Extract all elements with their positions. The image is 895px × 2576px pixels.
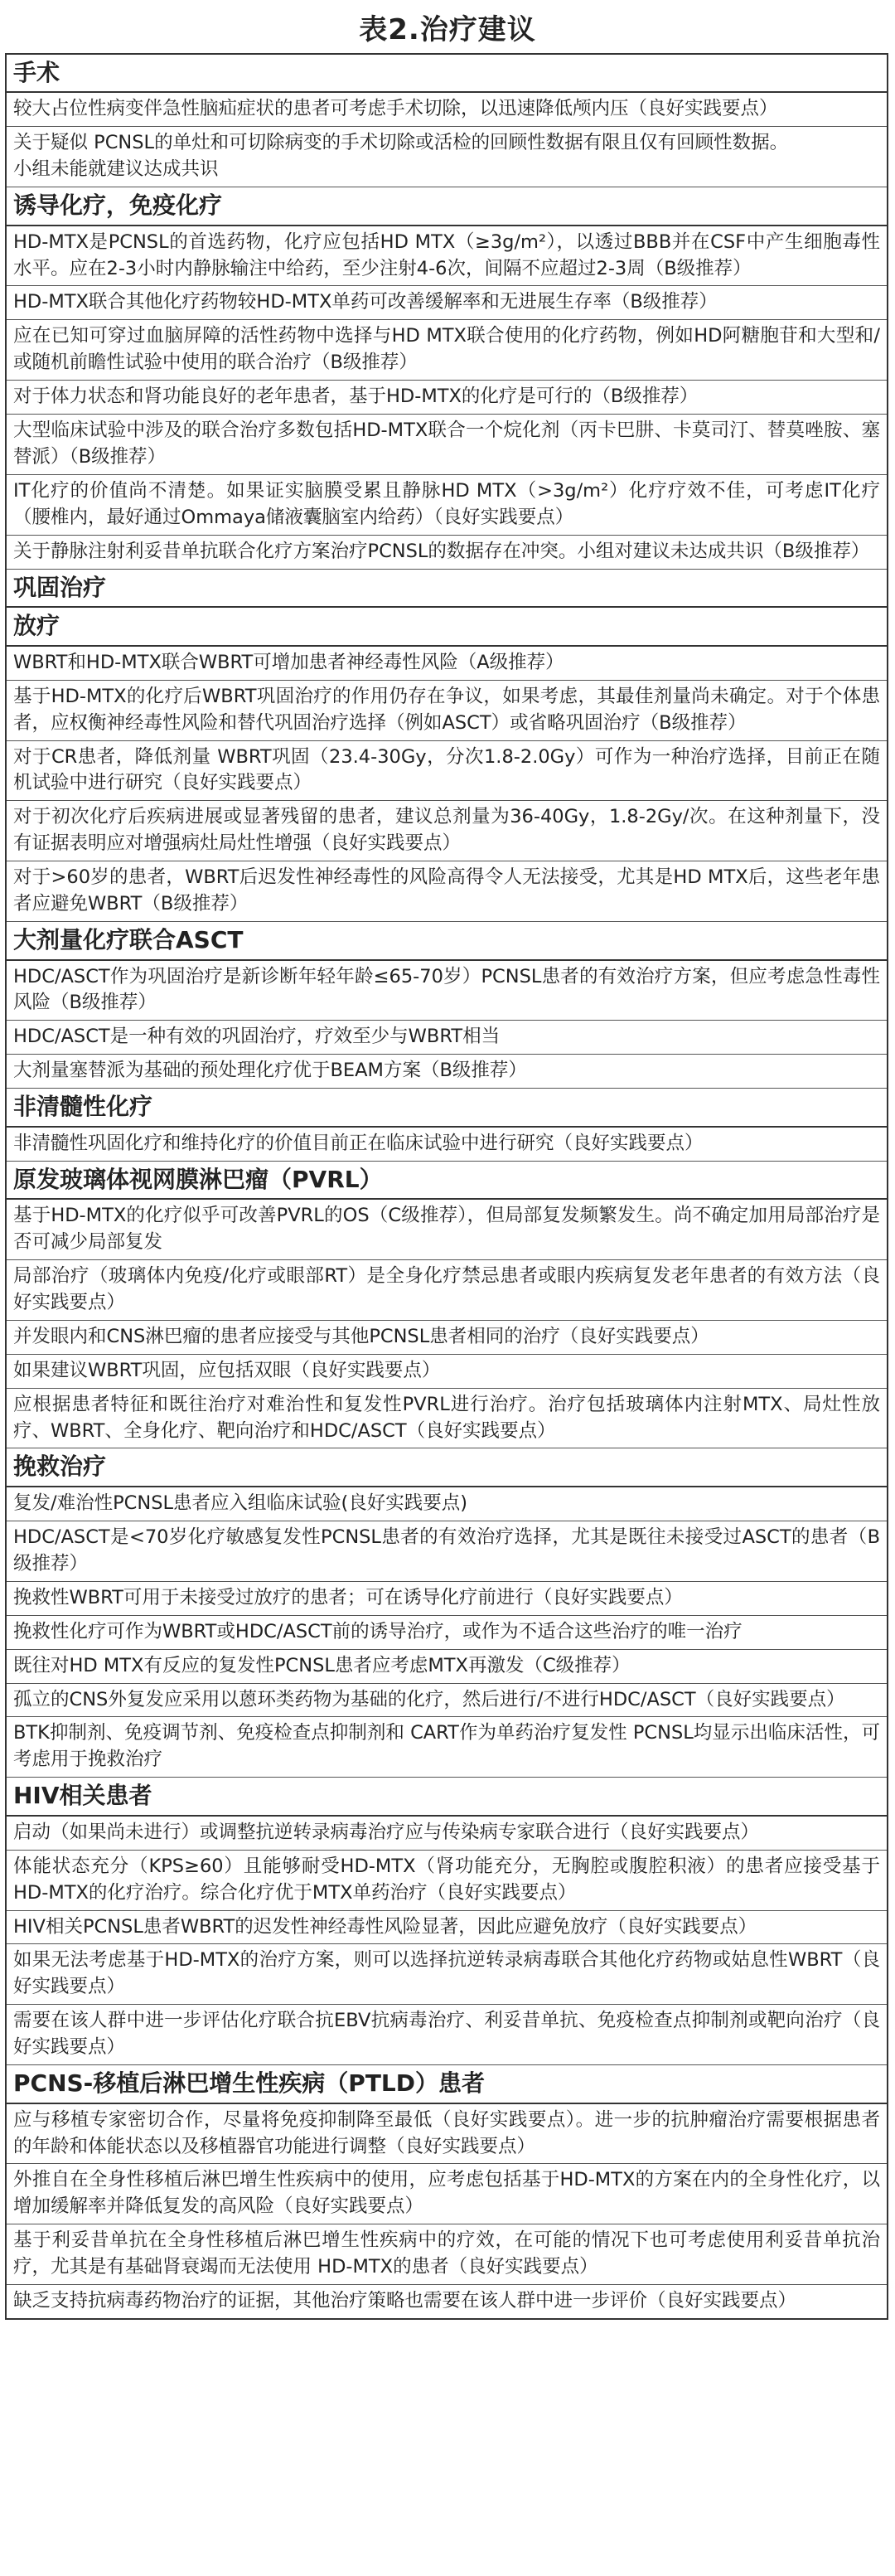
recommendations-table [5,53,888,2320]
recommendation-text: BTK抑制剂、免疫调节剂、免疫检查点抑制剂和 CART作为单药治疗复发性 PCNSL均显示出临床活性，可考虑用于挽救治疗 [13,1722,880,1771]
recommendation-text: 挽救性WBRT可用于未接受过放疗的患者；可在诱导化疗前进行（良好实践要点） [13,1586,683,1608]
recommendation-text: 对于CR患者，降低剂量 WBRT巩固（23.4-30Gy，分次1.8-2.0Gy）可作为一种治疗选择，目前正在随机试验中进行研究（良好实践要点） [13,745,880,794]
table-row [7,1487,887,1521]
recommendation-text: HIV相关PCNSL患者WBRT的迟发性神经毒性风险显著，因此应避免放疗（良好实践要点） [13,1915,757,1938]
table-row [7,381,887,415]
recommendation-text: 并发眼内和CNS淋巴瘤的患者应接受与其他PCNSL患者相同的治疗（良好实践要点） [13,1325,709,1347]
recommendation-text: HDC/ASCT是一种有效的巩固治疗，疗效至少与WBRT相当 [13,1026,501,1048]
table-row [7,1684,887,1718]
recommendation-text: 基于利妥昔单抗在全身性移植后淋巴增生性疾病中的疗效，在可能的情况下也可考虑使用利妥昔单抗治疗，尤其是有基础肾衰竭而无法使用 HD-MTX的患者（良好实践要点） [13,2229,880,2278]
table-row [7,2104,887,2165]
section-heading: 挽救治疗 [7,1448,887,1487]
table-row [7,1321,887,1355]
table-row [7,475,887,536]
table-title: 表2.治疗建议 [359,12,536,46]
recommendation-text: 体能状态充分（KPS≥60）且能够耐受HD-MTX（肾功能充分，无胸腔或腹腔积液）的患者应接受基于HD-MTX的化疗治疗。综合化疗优于MTX单药治疗（良好实践要点） [13,1855,880,1904]
table-row [7,647,887,681]
table-row [7,1055,887,1089]
recommendation-text: HDC/ASCT作为巩固治疗是新诊断年轻年龄≤65-70岁）PCNSL患者的有效治疗方案，但应考虑急性毒性风险（B级推荐） [13,965,880,1014]
table-row [7,1021,887,1055]
table-row [7,801,887,861]
recommendation-text: 对于>60岁的患者，WBRT后迟发性神经毒性的风险高得令人无法接受，尤其是HD MTX后，这些老年患者应避免WBRT（B级推荐） [13,866,880,915]
section-heading: 诱导化疗，免疫化疗 [7,187,887,226]
recommendation-text: 如果无法考虑基于HD-MTX的治疗方案，则可以选择抗逆转录病毒联合其他化疗药物或姑息性WBRT（良好实践要点） [13,1949,880,1998]
table-row [7,1817,887,1851]
table-row [7,1650,887,1684]
table-row [7,1521,887,1582]
table-row [7,681,887,741]
table-row [7,1717,887,1778]
table-row [7,861,887,922]
section-heading: 非清髓性化疗 [7,1089,887,1127]
recommendation-text: 局部治疗（玻璃体内免疫/化疗或眼部RT）是全身化疗禁忌患者或眼内疾病复发老年患者的有效方法（良好实践要点） [13,1264,880,1313]
recommendation-text: 关于疑似 PCNSL的单灶和可切除病变的手术切除或活检的回顾性数据有限且仅有回顾性数据。 [13,132,789,154]
table-row [7,2285,887,2318]
recommendation-text: 如果建议WBRT巩固，应包括双眼（良好实践要点） [13,1359,441,1381]
recommendation-text: HD-MTX联合其他化疗药物较HD-MTX单药可改善缓解率和无进展生存率（B级推荐） [13,291,718,313]
recommendation-text: 缺乏支持抗病毒药物治疗的证据，其他治疗策略也需要在该人群中进一步评价（良好实践要点） [13,2290,797,2312]
recommendation-text: 外推自在全身性移植后淋巴增生性疾病中的使用，应考虑包括基于HD-MTX的方案在内的全身性化疗，以增加缓解率并降低复发的高风险（良好实践要点） [13,2169,880,2218]
recommendation-text: 应在已知可穿过血脑屏障的活性药物中选择与HD MTX联合使用的化疗药物，例如HD阿糖胞苷和大型和/或随机前瞻性试验中使用的联合治疗（B级推荐） [13,325,880,374]
table-row [7,1355,887,1389]
recommendation-text: 需要在该人群中进一步评估化疗联合抗EBV抗病毒治疗、利妥昔单抗、免疫检查点抑制剂或靶向治疗（良好实践要点） [13,2010,880,2059]
recommendation-text: HDC/ASCT是<70岁化疗敏感复发性PCNSL患者的有效治疗选择，尤其是既往未接受过ASCT的患者（B级推荐） [13,1526,880,1574]
table-row [7,2224,887,2285]
section-heading: 原发玻璃体视网膜淋巴瘤（PVRL） [7,1162,887,1200]
table-row [7,1260,887,1321]
recommendation-text: IT化疗的价值尚不清楚。如果证实脑膜受累且静脉HD MTX（>3g/m²）化疗疗效不佳，可考虑IT化疗（腰椎内，最好通过Ommaya储液囊脑室内给药）（良好实践要点） [13,480,880,529]
section-heading: 放疗 [7,608,887,646]
recommendation-text: 对于初次化疗后疾病进展或显著残留的患者，建议总剂量为36-40Gy，1.8-2Gy/次。在这种剂量下，没有证据表明应对增强病灶局灶性增强（良好实践要点） [13,806,880,855]
recommendation-text: 挽救性化疗可作为WBRT或HDC/ASCT前的诱导治疗，或作为不适合这些治疗的唯一治疗 [13,1620,743,1642]
recommendation-text: 小组未能就建议达成共识 [13,158,219,181]
recommendation-text: 孤立的CNS外复发应采用以蒽环类药物为基础的化疗，然后进行/不进行HDC/ASCT（良好实践要点） [13,1688,845,1710]
table-row [7,320,887,381]
recommendation-text: 对于体力状态和肾功能良好的老年患者，基于HD-MTX的化疗是可行的（B级推荐） [13,386,699,408]
table-row [7,286,887,320]
table-row [7,1616,887,1650]
recommendation-text: WBRT和HD-MTX联合WBRT可增加患者神经毒性风险（A级推荐） [13,651,564,673]
recommendation-text: 关于静脉注射利妥昔单抗联合化疗方案治疗PCNSL的数据存在冲突。小组对建议未达成共识（B级推荐） [13,540,870,562]
section-heading: HIV相关患者 [7,1778,887,1816]
recommendation-text: 大剂量塞替派为基础的预处理化疗优于BEAM方案（B级推荐） [13,1060,527,1082]
table-row [7,1944,887,2005]
table-row [7,226,887,287]
recommendation-text: 基于HD-MTX的化疗似乎可改善PVRL的OS（C级推荐），但局部复发频繁发生。尚不确定加用局部治疗是否可减少局部复发 [13,1204,880,1253]
table-row [7,1911,887,1945]
recommendation-text: 非清髓性巩固化疗和维持化疗的价值目前正在临床试验中进行研究（良好实践要点） [13,1132,704,1154]
recommendation-text: 大型临床试验中涉及的联合治疗多数包括HD-MTX联合一个烷化剂（丙卡巴肼、卡莫司汀、替莫唑胺、塞替派）（B级推荐） [13,420,880,468]
table-row [7,2005,887,2065]
table-row [7,93,887,127]
recommendation-text: HD-MTX是PCNSL的首选药物，化疗应包括HD MTX（≥3g/m²），以透过BBB并在CSF中产生细胞毒性水平。应在2-3小时内静脉输注中给药，至少注射4-6次，间隔不应超过2-3周（B级推荐） [13,230,880,279]
recommendation-text: 既往对HD MTX有反应的复发性PCNSL患者应考虑MTX再激发（C级推荐） [13,1654,631,1676]
recommendation-text: 应与移植专家密切合作，尽量将免疫抑制降至最低（良好实践要点）。进一步的抗肿瘤治疗需要根据患者的年龄和体能状态以及移植器官功能进行调整（良好实践要点） [13,2108,880,2157]
recommendation-text: 较大占位性病变伴急性脑疝症状的患者可考虑手术切除，以迅速降低颅内压（良好实践要点） [13,98,778,120]
table-row [7,1128,887,1162]
section-heading: 大剂量化疗联合ASCT [7,922,887,960]
recommendation-text: 复发/难治性PCNSL患者应入组临床试验(良好实践要点) [13,1492,468,1514]
table-row [7,127,887,187]
recommendation-text: 应根据患者特征和既往治疗对难治性和复发性PVRL进行治疗。治疗包括玻璃体内注射MTX、局灶性放疗、WBRT、全身化疗、靶向治疗和HDC/ASCT（良好实践要点） [13,1393,880,1442]
table-row [7,1582,887,1616]
section-heading: PCNS-移植后淋巴增生性疾病（PTLD）患者 [7,2065,887,2103]
table-row [7,2164,887,2224]
recommendation-text: 启动（如果尚未进行）或调整抗逆转录病毒治疗应与传染病专家联合进行（良好实践要点） [13,1821,760,1843]
table-row [7,1200,887,1260]
table-row [7,741,887,802]
table-row [7,961,887,1021]
table-row [7,536,887,570]
section-heading: 巩固治疗 [7,570,887,608]
section-heading: 手术 [7,55,887,93]
table-row [7,415,887,475]
table-row [7,1389,887,1449]
recommendation-text: 基于HD-MTX的化疗后WBRT巩固治疗的作用仍存在争议，如果考虑，其最佳剂量尚未确定。对于个体患者，应权衡神经毒性风险和替代巩固治疗选择（例如ASCT）或省略巩固治疗（B级推荐） [13,685,880,734]
table-row [7,1851,887,1911]
